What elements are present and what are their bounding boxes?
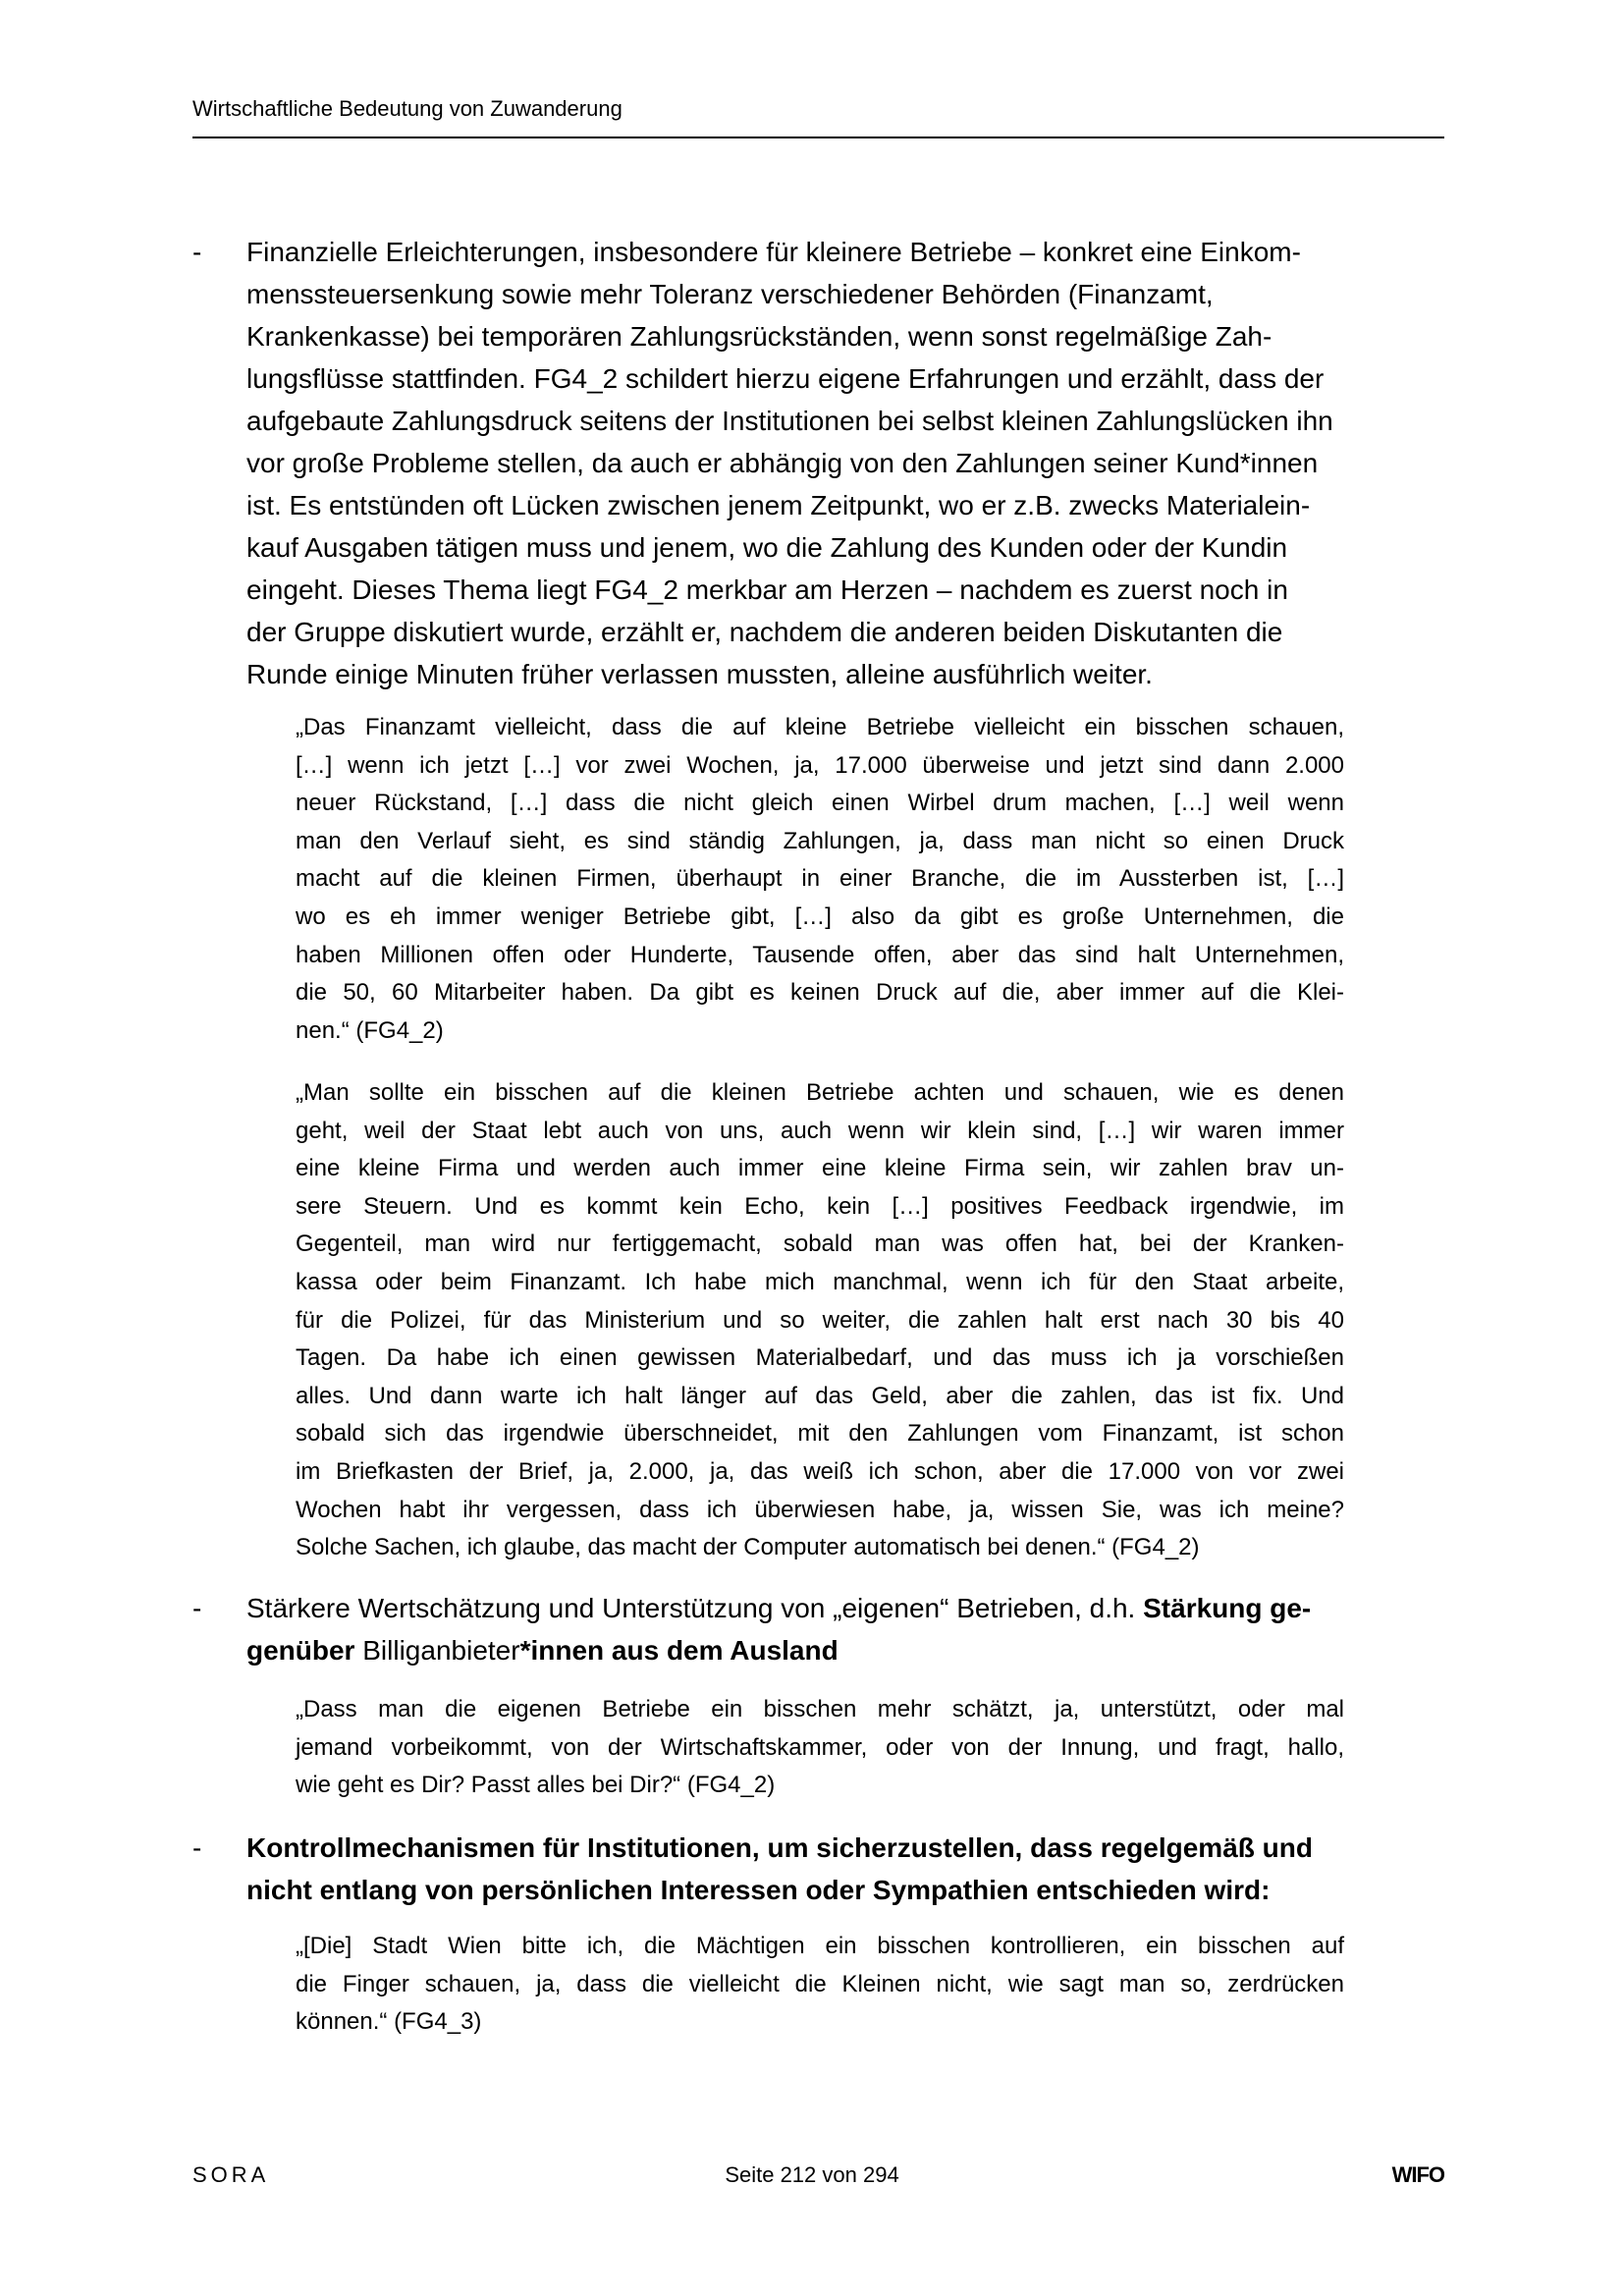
text-line [296, 1453, 1344, 1492]
text-segment: Solche Sachen, ich glaube, das macht der Computer automatisch bei denen.“ (FG4_2) [296, 1534, 1200, 1561]
text-segment: „Dass man die eigenen Betriebe ein bisschen mehr schätzt, ja, unterstützt, oder mal [296, 1696, 1344, 1722]
text-line [296, 1339, 1344, 1378]
header-rule [192, 137, 1444, 138]
text-line [192, 273, 1444, 315]
text-segment: der Gruppe diskutiert wurde, erzählt er, nachdem die anderen beiden Diskutanten die [246, 617, 1283, 647]
text-segment: aufgebaute Zahlungsdruck seitens der Institutionen bei selbst kleinen Zahlungslücken ihn [246, 406, 1333, 436]
text-line [192, 231, 1444, 273]
bullet-item [192, 1827, 1444, 1911]
text-segment: die 50, 60 Mitarbeiter haben. Da gibt es keinen Druck auf die, aber immer auf die Klei- [296, 979, 1344, 1007]
text-line [296, 1188, 1344, 1227]
bold-text: nicht entlang von persönlichen Interessen oder Sympathien entschieden wird: [246, 1875, 1271, 1905]
text-line [296, 1074, 1344, 1113]
text-segment: Krankenkasse) bei temporären Zahlungsrückständen, wenn sonst regelmäßige Zah- [246, 321, 1272, 352]
text-line [192, 1587, 1444, 1629]
text-line [296, 1378, 1344, 1416]
text-line [192, 1869, 1444, 1911]
bullet-marker: - [192, 237, 202, 267]
footer-sora-logo: SORA [192, 2162, 270, 2187]
text-segment: geht, weil der Staat lebt auch von uns, auch wenn wir klein sind, […] wir waren immer [296, 1117, 1344, 1144]
text-line [296, 785, 1344, 823]
text-line [296, 1767, 1344, 1805]
text-segment: macht auf die kleinen Firmen, überhaupt in einer Branche, die im Aussterben ist, […] [296, 865, 1344, 893]
bullet-marker: - [192, 1593, 202, 1623]
text-segment: für die Polizei, für das Ministerium und so weiter, die zahlen halt erst nach 30 bis 40 [296, 1306, 1344, 1334]
text-segment: lungsflüsse stattfinden. FG4_2 schildert hierzu eigene Erfahrungen und erzählt, dass der [246, 363, 1325, 394]
text-segment: alles. Und dann warte ich halt länger auf das Geld, aber die zahlen, das ist fix. Und [296, 1382, 1344, 1409]
text-line [296, 937, 1344, 975]
text-line [192, 1827, 1444, 1869]
text-line [296, 1691, 1344, 1729]
text-line [192, 442, 1444, 484]
text-line [296, 1264, 1344, 1302]
text-line [192, 569, 1444, 611]
text-segment: man den Verlauf sieht, es sind ständig Zahlungen, ja, dass man nicht so einen Druck [296, 827, 1344, 854]
running-header: Wirtschaftliche Bedeutung von Zuwanderung [192, 96, 623, 121]
text-line [296, 1302, 1344, 1340]
text-segment: ist. Es entstünden oft Lücken zwischen jenem Zeitpunkt, wo er z.B. zwecks Materialein- [246, 490, 1311, 520]
text-line [296, 1966, 1344, 2004]
text-line [192, 1629, 1444, 1671]
interview-quote [296, 709, 1344, 1050]
text-line [296, 1415, 1344, 1453]
text-segment: eingeht. Dieses Thema liegt FG4_2 merkbar am Herzen – nachdem es zuerst noch in [246, 574, 1288, 605]
text-segment: Tagen. Da habe ich einen gewissen Materialbedarf, und das muss ich ja vorschießen [296, 1344, 1344, 1372]
text-segment: „Man sollte ein bisschen auf die kleinen Betriebe achten und schauen, wie es denen [296, 1079, 1344, 1106]
text-line [296, 823, 1344, 861]
text-segment: kassa oder beim Finanzamt. Ich habe mich manchmal, wenn ich für den Staat arbeite, [296, 1268, 1344, 1295]
text-segment: wie geht es Dir? Passt alles bei Dir?“ (FG4_2) [296, 1772, 776, 1799]
text-line [296, 899, 1344, 937]
text-line [296, 974, 1344, 1012]
text-line [192, 611, 1444, 653]
text-line [296, 1226, 1344, 1264]
text-line [296, 1529, 1344, 1567]
text-line [296, 1928, 1344, 1966]
text-segment: Wochen habt ihr vergessen, dass ich überwiesen habe, ja, wissen Sie, was ich meine? [296, 1496, 1344, 1523]
bold-text: *innen aus dem Ausland [519, 1635, 839, 1666]
text-segment: menssteuersenkung sowie mehr Toleranz verschiedener Behörden (Finanzamt, [246, 279, 1214, 309]
text-line [296, 1012, 1344, 1051]
bullet-item [192, 1587, 1444, 1671]
interview-quote [296, 1691, 1344, 1805]
text-segment: die Finger schauen, ja, dass die vielleicht die Kleinen nicht, wie sagt man so, zerdrücken [296, 1970, 1344, 1997]
text-line [296, 2003, 1344, 2042]
text-line [192, 400, 1444, 442]
text-segment: […] wenn ich jetzt […] vor zwei Wochen, ja, 17.000 überweise und jetzt sind dann 2.000 [296, 751, 1344, 779]
text-segment: „[Die] Stadt Wien bitte ich, die Mächtigen ein bisschen kontrollieren, ein bisschen auf [296, 1933, 1344, 1959]
text-line [192, 315, 1444, 357]
bullet-marker: - [192, 1832, 202, 1863]
text-segment: Runde einige Minuten früher verlassen mussten, alleine ausführlich weiter. [246, 659, 1153, 689]
text-segment: jemand vorbeikommt, von der Wirtschaftskammer, oder von der Innung, und fragt, hallo, [296, 1733, 1344, 1761]
text-line [192, 357, 1444, 400]
text-segment: können.“ (FG4_3) [296, 2008, 482, 2036]
text-line [296, 1150, 1344, 1188]
text-line [192, 526, 1444, 569]
text-segment: Stärkere Wertschätzung und Unterstützung von „eigenen“ Betrieben, d.h. [246, 1593, 1144, 1623]
text-line [296, 1729, 1344, 1768]
bold-text: genüber [246, 1635, 355, 1666]
text-segment: eine kleine Firma und werden auch immer eine kleine Firma sein, wir zahlen brav un- [296, 1155, 1344, 1182]
text-line [296, 1113, 1344, 1151]
text-segment: sobald sich das irgendwie überschneidet, mit den Zahlungen vom Finanzamt, ist schon [296, 1420, 1344, 1448]
text-segment: nen.“ (FG4_2) [296, 1016, 444, 1044]
text-segment: Billiganbieter [354, 1635, 520, 1666]
page-number: Seite 212 von 294 [725, 2162, 899, 2187]
text-segment: sere Steuern. Und es kommt kein Echo, kein […] positives Feedback irgendwie, im [296, 1192, 1344, 1220]
footer-wifo-logo: WIFO [1391, 2162, 1444, 2187]
text-line [296, 860, 1344, 899]
text-line [296, 709, 1344, 747]
text-segment: kauf Ausgaben tätigen muss und jenem, wo die Zahlung des Kunden oder der Kundin [246, 532, 1288, 563]
bold-text: Stärkung ge- [1143, 1593, 1312, 1623]
interview-quote [296, 1074, 1344, 1567]
text-segment: im Briefkasten der Brief, ja, 2.000, ja, das weiß ich schon, aber die 17.000 von vor zwei [296, 1457, 1344, 1485]
bold-text: Kontrollmechanismen für Institutionen, um sicherzustellen, dass regelgemäß und [246, 1832, 1313, 1863]
text-line [192, 484, 1444, 526]
text-segment: Finanzielle Erleichterungen, insbesondere für kleinere Betriebe – konkret eine Einkom- [246, 237, 1301, 267]
text-segment: haben Millionen offen oder Hunderte, Tausende offen, aber das sind halt Unternehmen, [296, 941, 1344, 968]
text-segment: neuer Rückstand, […] dass die nicht gleich einen Wirbel drum machen, […] weil wenn [296, 790, 1344, 817]
text-segment: Gegenteil, man wird nur fertiggemacht, sobald man was offen hat, bei der Kranken- [296, 1230, 1344, 1258]
text-segment: vor große Probleme stellen, da auch er abhängig von den Zahlungen seiner Kund*innen [246, 448, 1319, 478]
bullet-item [192, 231, 1444, 695]
text-line [192, 653, 1444, 695]
text-line [296, 1492, 1344, 1530]
text-line [296, 747, 1344, 786]
text-segment: „Das Finanzamt vielleicht, dass die auf kleine Betriebe vielleicht ein bisschen schauen, [296, 714, 1344, 740]
interview-quote [296, 1928, 1344, 2042]
text-segment: wo es eh immer weniger Betriebe gibt, […] also da gibt es große Unternehmen, die [296, 902, 1344, 930]
